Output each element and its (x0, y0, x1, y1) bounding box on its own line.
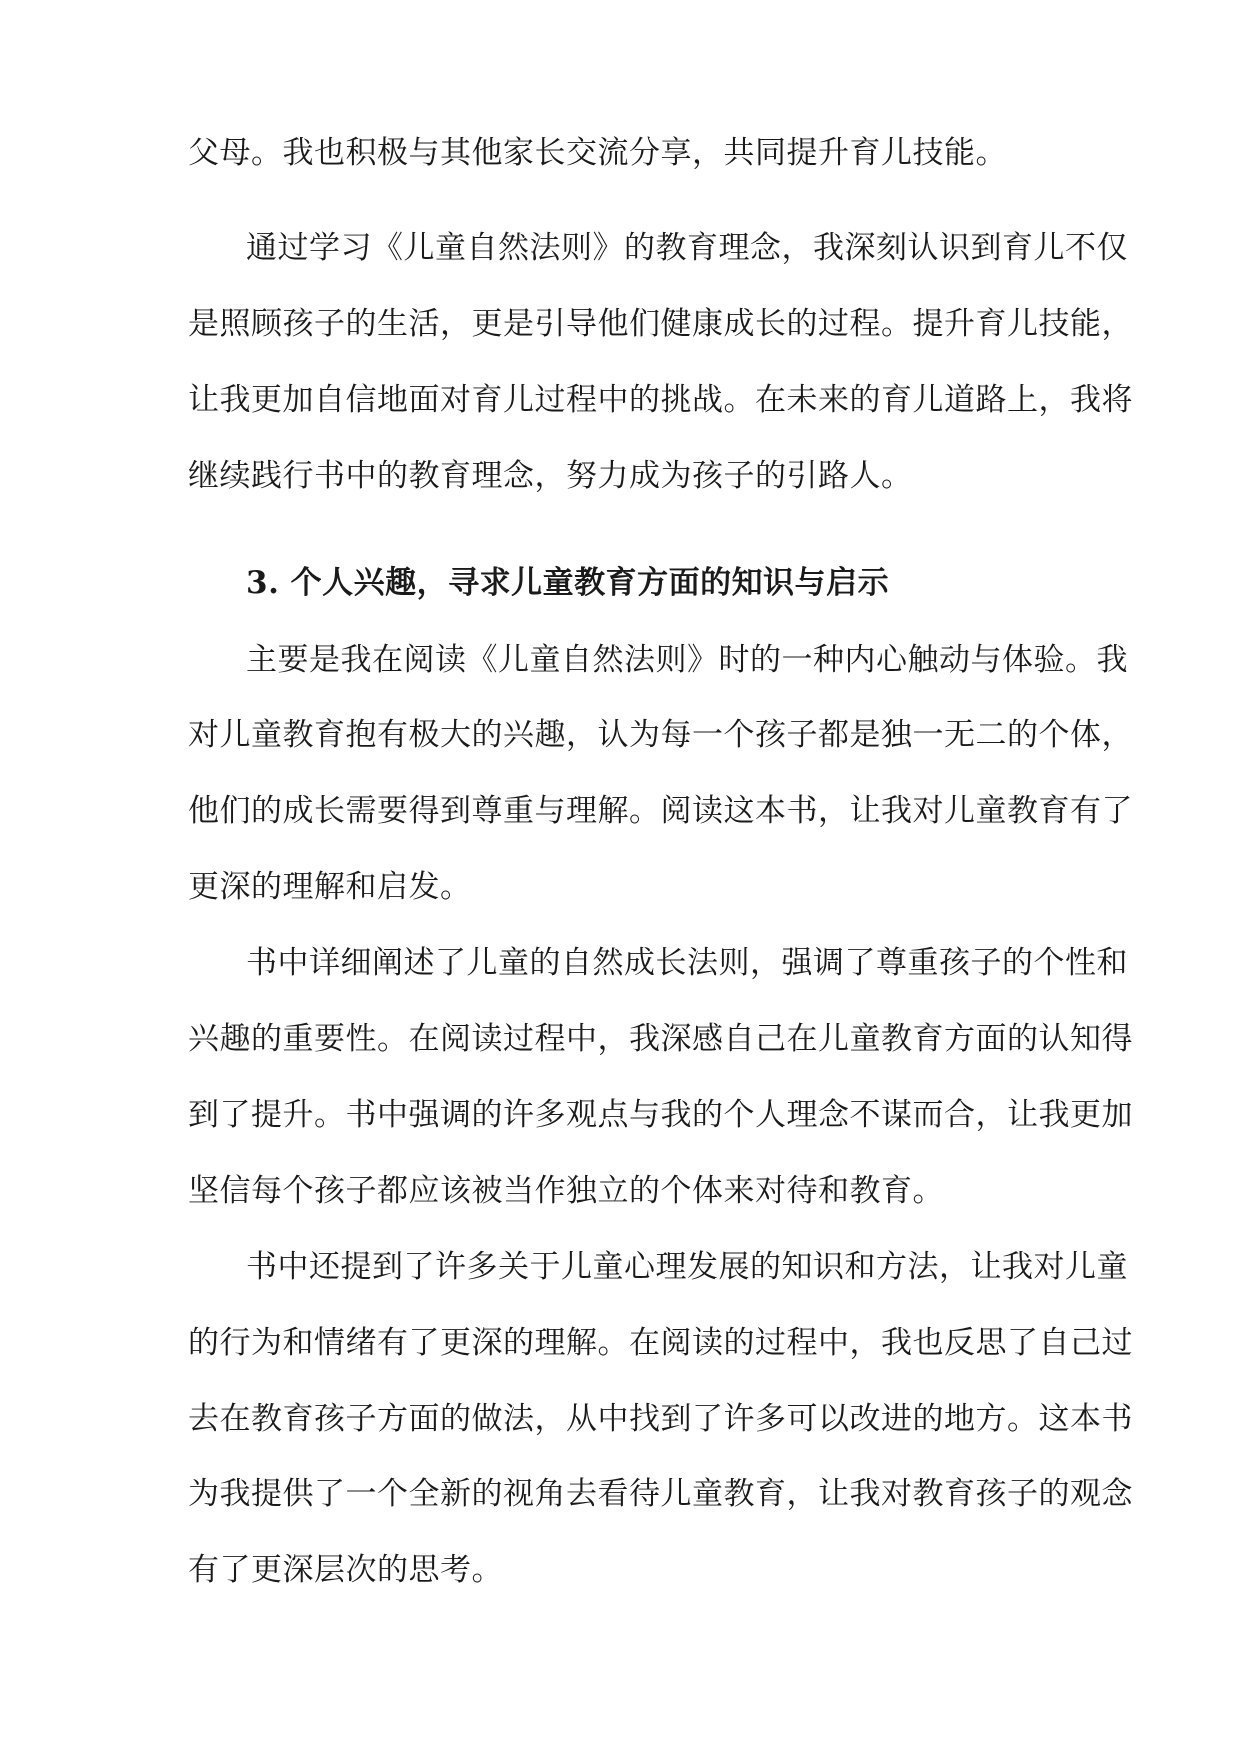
section-heading (0, 563, 1241, 603)
text-line-content: 对儿童教育抱有极大的兴趣，认为每一个孩子都是独一无二的个体， (188, 717, 1133, 753)
text-line-content: 继续践行书中的教育理念，努力成为孩子的引路人。 (188, 458, 913, 494)
text-line (0, 943, 1241, 983)
text-line-content: 主要是我在阅读《儿童自然法则》时的一种内心触动与体验。我 (246, 642, 1128, 678)
text-line-content: 书中还提到了许多关于儿童心理发展的知识和方法，让我对儿童 (246, 1249, 1128, 1285)
section-heading-text: 3. 个人兴趣，寻求儿童教育方面的知识与启示 (246, 565, 890, 601)
text-line (0, 1399, 1241, 1439)
text-line-content: 为我提供了一个全新的视角去看待儿童教育，让我对教育孩子的观念 (188, 1476, 1133, 1512)
text-line-content: 兴趣的重要性。在阅读过程中，我深感自己在儿童教育方面的认知得 (188, 1021, 1133, 1057)
text-line-content: 书中详细阐述了儿童的自然成长法则，强调了尊重孩子的个性和 (246, 945, 1128, 981)
text-line (0, 380, 1241, 420)
text-line (0, 1171, 1241, 1211)
text-line-content: 有了更深层次的思考。 (188, 1552, 503, 1588)
text-line (0, 456, 1241, 496)
text-line (0, 1323, 1241, 1363)
text-line-content: 通过学习《儿童自然法则》的教育理念，我深刻认识到育儿不仅 (246, 230, 1128, 266)
text-line-content: 更深的理解和启发。 (188, 869, 472, 905)
text-line (0, 1095, 1241, 1135)
text-line (0, 867, 1241, 907)
text-line (0, 228, 1241, 268)
text-line (0, 304, 1241, 344)
text-line-content: 坚信每个孩子都应该被当作独立的个体来对待和教育。 (188, 1173, 944, 1209)
text-line (0, 133, 1241, 173)
text-line-content: 的行为和情绪有了更深的理解。在阅读的过程中，我也反思了自己过 (188, 1325, 1133, 1361)
text-line (0, 715, 1241, 755)
text-line (0, 1550, 1241, 1590)
text-line (0, 1474, 1241, 1514)
text-line-content: 让我更加自信地面对育儿过程中的挑战。在未来的育儿道路上，我将 (188, 382, 1133, 418)
text-line (0, 1019, 1241, 1059)
text-line (0, 1247, 1241, 1287)
text-line (0, 791, 1241, 831)
text-line (0, 640, 1241, 680)
text-line-content: 是照顾孩子的生活，更是引导他们健康成长的过程。提升育儿技能， (188, 306, 1133, 342)
text-line-content: 父母。我也积极与其他家长交流分享，共同提升育儿技能。 (188, 135, 1007, 171)
text-line-content: 到了提升。书中强调的许多观点与我的个人理念不谋而合，让我更加 (188, 1097, 1133, 1133)
text-line-content: 他们的成长需要得到尊重与理解。阅读这本书，让我对儿童教育有了 (188, 793, 1133, 829)
text-line-content: 去在教育孩子方面的做法，从中找到了许多可以改进的地方。这本书 (188, 1401, 1133, 1437)
